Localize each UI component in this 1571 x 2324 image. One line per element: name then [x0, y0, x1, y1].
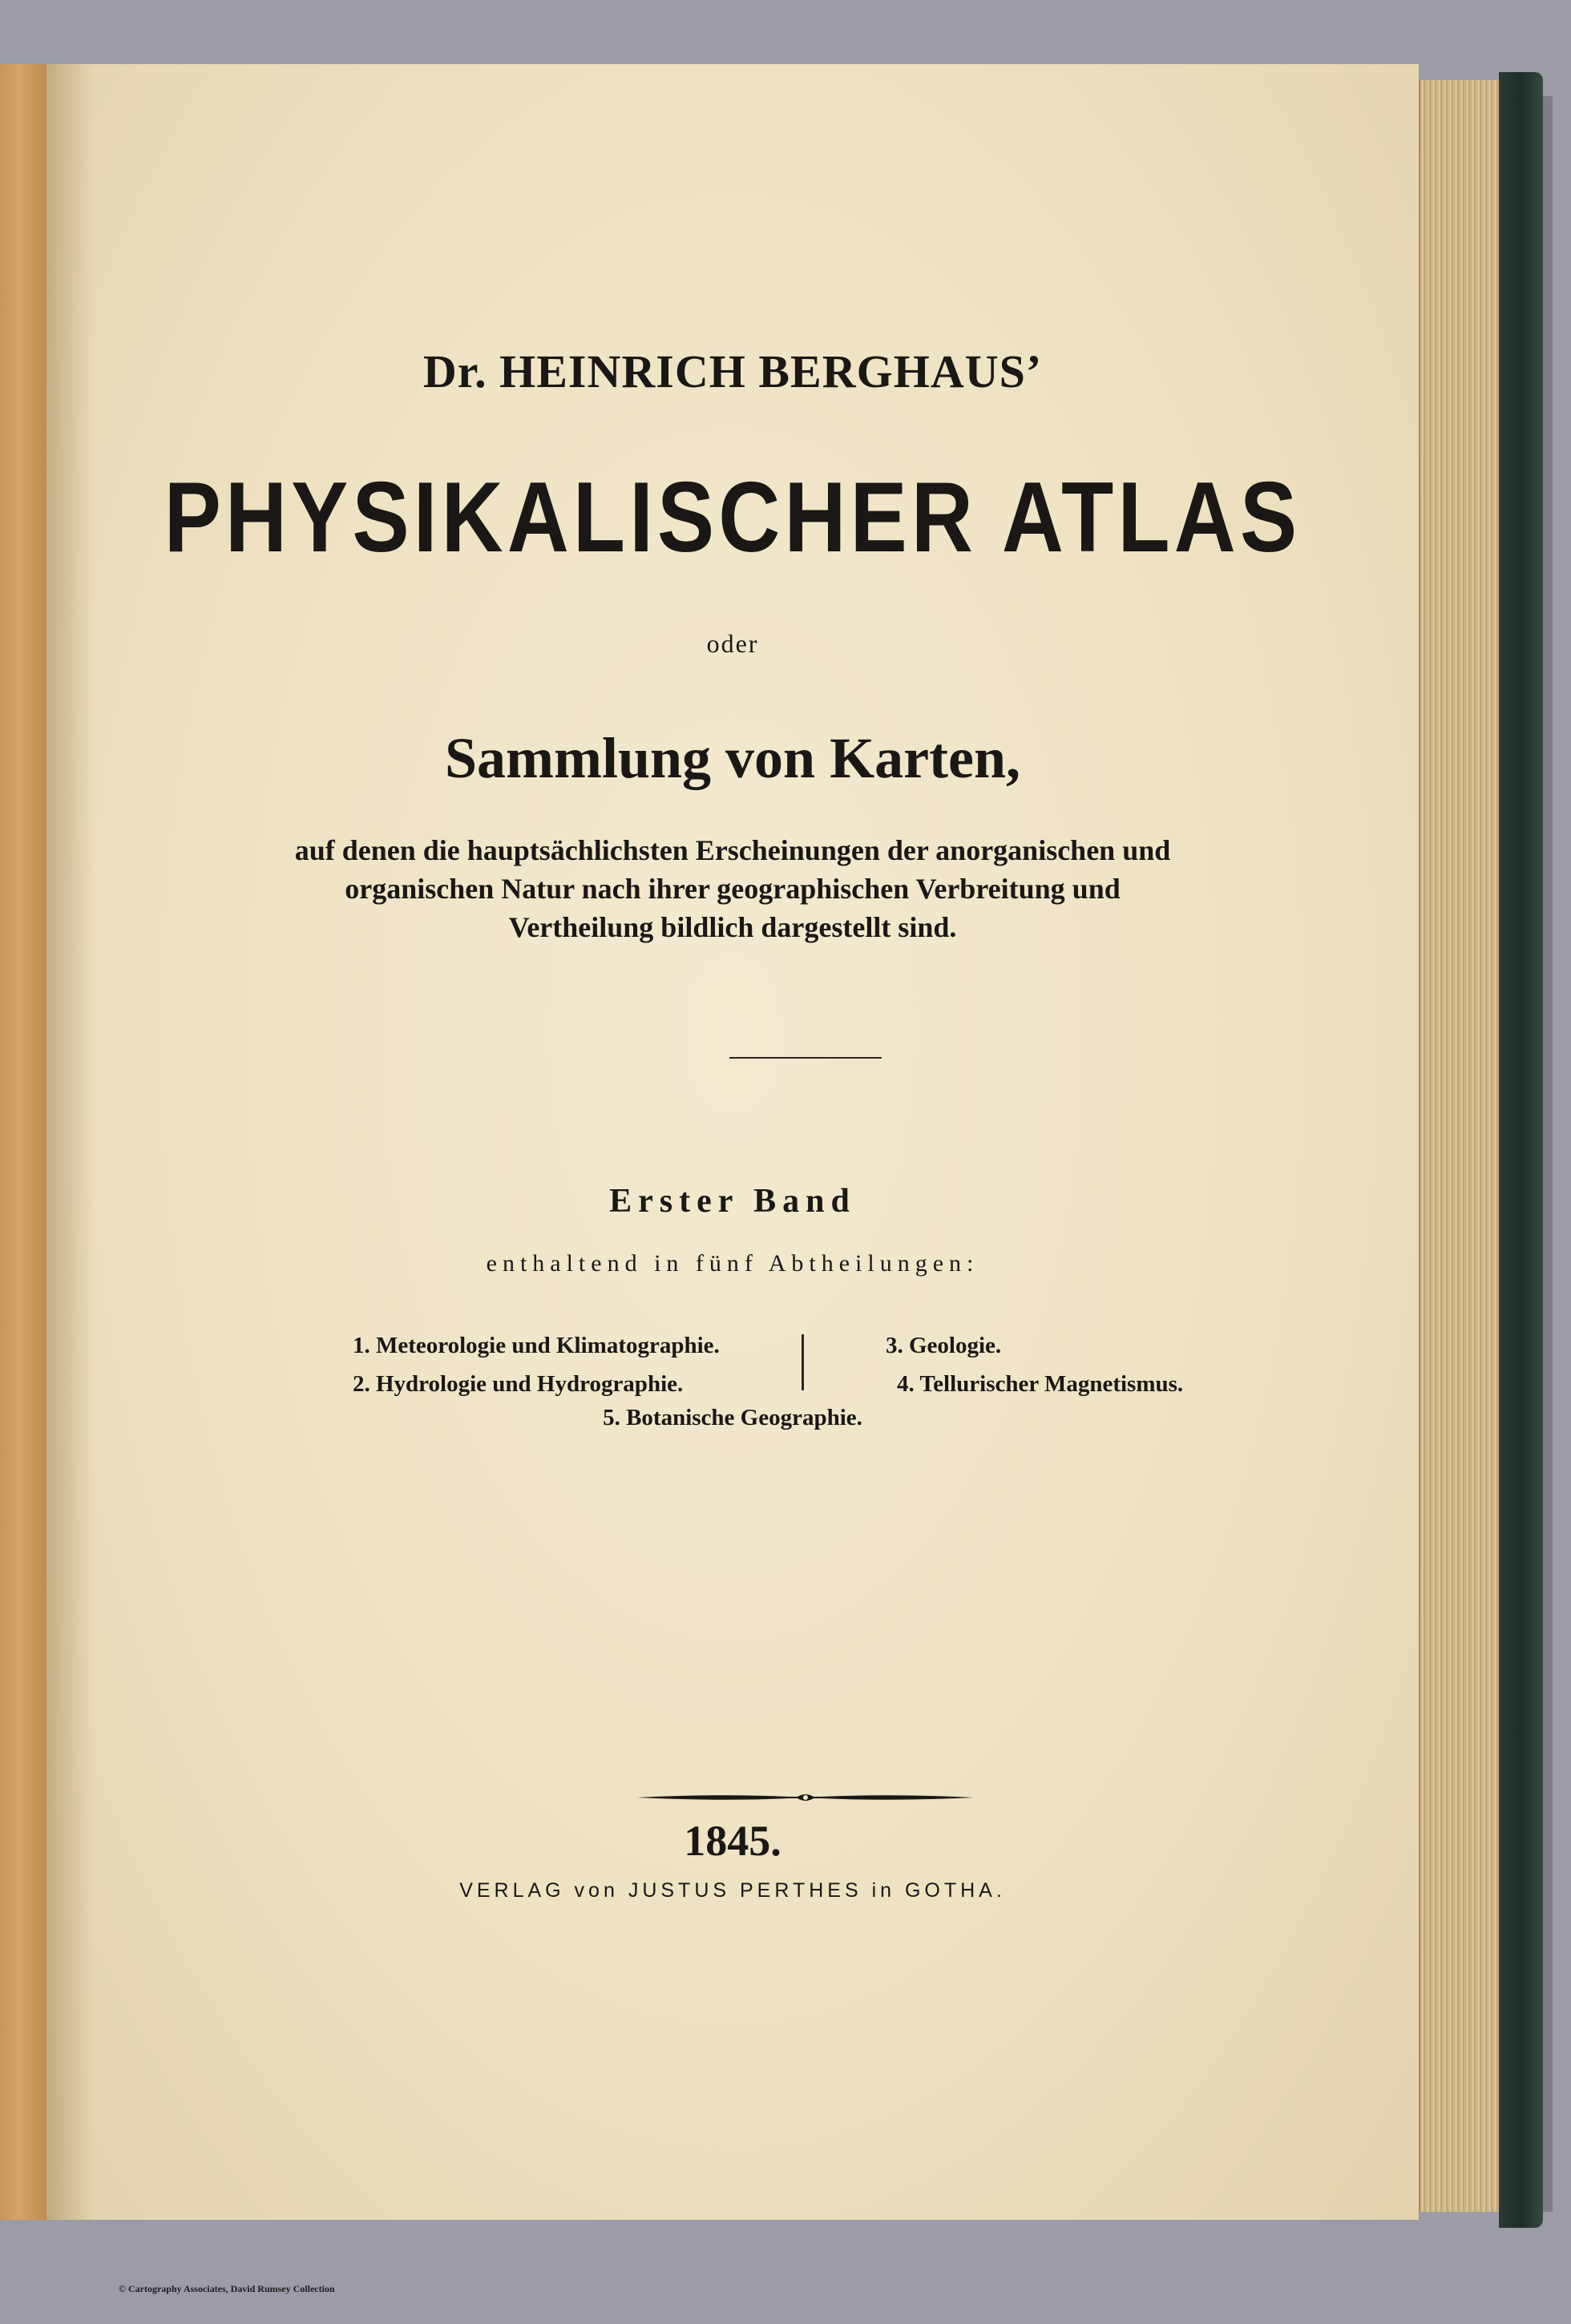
author-line: Dr. HEINRICH BERGHAUS’ — [422, 345, 1043, 397]
divider-rule — [729, 1057, 882, 1059]
subtitle: Sammlung von Karten, — [444, 726, 1021, 790]
volume-heading: Erster Band — [609, 1183, 856, 1220]
division-item: 5. Botanische Geographie. — [603, 1405, 862, 1430]
description-line: organischen Natur nach ihrer geographischen Verbreitung und — [345, 873, 1121, 905]
list-divider — [802, 1334, 804, 1390]
publisher-line: VERLAG von JUSTUS PERTHES in GOTHA. — [459, 1879, 1006, 1902]
description-line: Vertheilung bildlich dargestellt sind. — [508, 911, 957, 943]
page-edges — [1419, 80, 1500, 2212]
description — [46, 831, 1419, 946]
contents-intro: enthaltend in fünf Abtheilungen: — [486, 1250, 979, 1277]
book-cover — [1499, 72, 1543, 2228]
division-list-left — [353, 1326, 720, 1403]
copyright-credit: © Cartography Associates, David Rumsey Collection — [119, 2283, 335, 2294]
division-list-right — [886, 1326, 1183, 1403]
conjunction: oder — [706, 629, 759, 658]
division-item: 3. Geologie. — [886, 1333, 1002, 1358]
division-item: 4. Tellurischer Magnetismus. — [897, 1371, 1184, 1397]
description-line: auf denen die hauptsächlichsten Erscheinungen der anorganischen und — [294, 834, 1171, 866]
publication-year: 1845. — [684, 1817, 781, 1865]
division-item: 1. Meteorologie und Klimatographie. — [353, 1333, 720, 1358]
left-page-edge — [0, 64, 49, 2220]
ornament-rule — [637, 1789, 974, 1806]
division-item: 2. Hydrologie und Hydrographie. — [353, 1371, 684, 1397]
cover-edge — [1543, 96, 1553, 2212]
main-title: PHYSIKALISCHER ATLAS — [164, 462, 1302, 573]
